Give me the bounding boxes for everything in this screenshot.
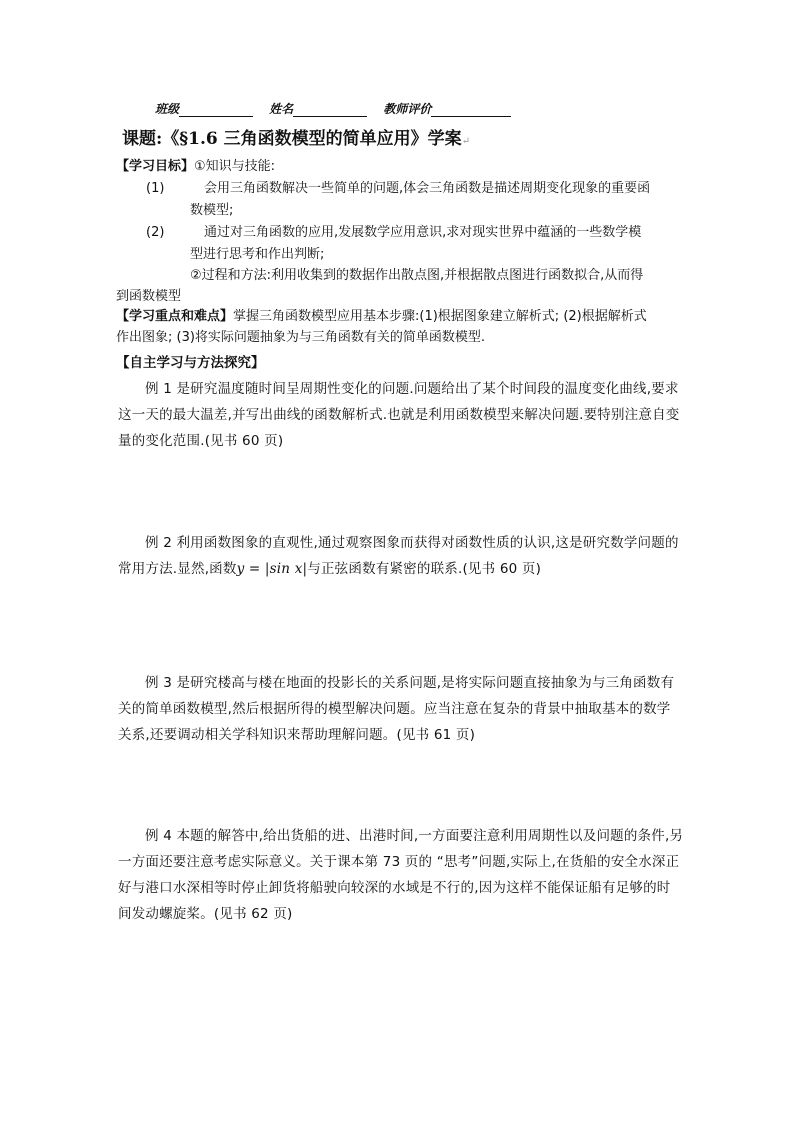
class-label: 班级	[155, 102, 180, 116]
goal-item-1-num: (1)	[146, 181, 165, 196]
page-title: 课题:《§1.6 三角函数模型的简单应用》学案↵	[122, 129, 471, 149]
formula-abs-sin: y = |sin x|	[236, 561, 308, 577]
goal-item-2: (2) 通过对三角函数的应用,发展数学应用意识,求对现实世界中蕴涵的一些数学模	[146, 222, 641, 244]
goals-intro-line	[116, 156, 275, 178]
goals-heading: 【学习目标】	[116, 159, 195, 174]
teacher-blank[interactable]	[431, 104, 511, 117]
goal-item-1: (1) 会用三角函数解决一些简单的问题,体会三角函数是描述周期变化现象的重要函	[146, 178, 650, 200]
goal-process: ②过程和方法:利用收集到的数据作出散点图,并根据散点图进行函数拟合,从而得	[190, 268, 644, 283]
class-blank[interactable]	[179, 104, 253, 117]
goal-item-1-cont: 数模型;	[190, 203, 234, 218]
example-3: 例 3 是研究楼高与楼在地面的投影长的关系问题,是将实际问题直接抽象为与三角函数有关的简单函数模型,然后根据所得的模型解决问题。应当注意在复杂的背景中抽取基本的数学关系,还要调动相关学科知识来帮助理解问题。(见书 61 页)	[118, 675, 675, 743]
self-study-heading: 【自主学习与方法探究】	[116, 355, 265, 371]
goal-item-2-cont: 型进行思考和作出判断;	[190, 247, 325, 262]
example-1: 例 1 是研究温度随时间呈周期性变化的问题.问题给出了某个时间段的温度变化曲线,要求这一天的最大温差,并写出曲线的函数解析式.也就是利用函数模型来解决问题.要特别注意自变量的变化范围.(见书 60 页)	[118, 381, 680, 449]
goal-process-cont: 到函数模型	[116, 289, 182, 304]
example-4: 例 4 本题的解答中,给出货船的进、出港时间,一方面要注意利用周期性以及问题的条件,另一方面还要注意考虑实际意义。关于课本第 73 页的 “思考”问题,实际上,在货船的安全水深正好与港口水深相等时停止卸货将船驶向较深的水域是不行的,因为这样不能保证船有足够的时间发动螺旋桨。(见书 62 页)	[118, 828, 684, 922]
teacher-label: 教师评价	[383, 102, 432, 116]
name-blank[interactable]	[293, 104, 367, 117]
key-points-cont: 作出图象; (3)将实际问题抽象为与三角函数有关的简单函数模型.	[116, 330, 486, 345]
header-fields	[155, 100, 511, 117]
goal-item-2-num: (2)	[146, 225, 165, 240]
return-mark-icon: ↵	[461, 136, 471, 147]
key-points-line: 【学习重点和难点】掌握三角函数模型应用基本步骤:(1)根据图象建立解析式; (2)根据解析式	[116, 309, 647, 324]
key-points-heading: 【学习重点和难点】	[116, 309, 234, 324]
example-2: 例 2 利用函数图象的直观性,通过观察图象而获得对函数性质的认识,这是研究数学问题的常用方法.显然,函数y = |sin x|与正弦函数有紧密的联系.(见书 60 页)	[118, 535, 679, 577]
goals-intro: ①知识与技能:	[194, 159, 276, 174]
name-label: 姓名	[269, 102, 294, 116]
